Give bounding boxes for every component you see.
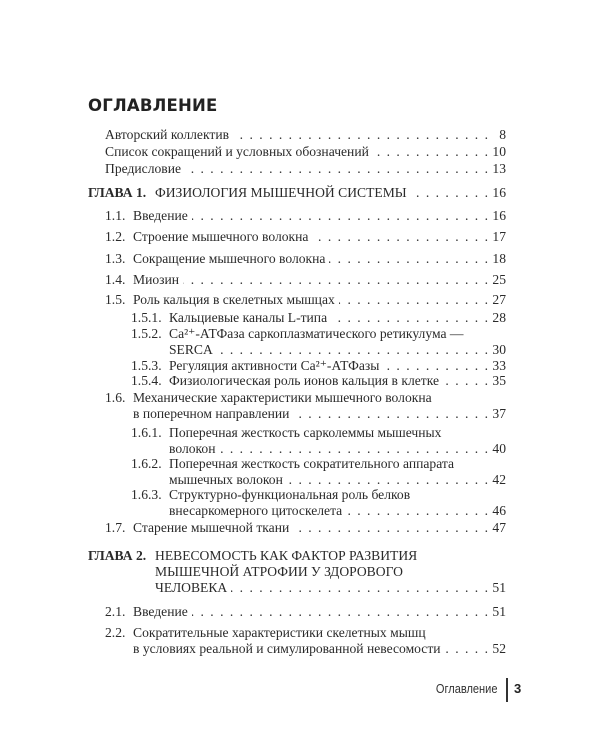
- toc-entry-number: 1.5.2.: [131, 326, 162, 341]
- toc-entry-number: 1.4.: [105, 272, 126, 287]
- toc-entry[interactable]: [131, 358, 506, 374]
- toc-entry-title: мышечных волокон: [169, 472, 283, 487]
- dot-leader: [192, 208, 488, 224]
- toc-entry-page: 51: [492, 580, 506, 595]
- dot-leader: [339, 292, 488, 308]
- toc-entry-page: 28: [492, 310, 506, 325]
- toc-entry-title: Роль кальция в скелетных мышцах: [133, 292, 335, 307]
- toc-entry-number: 1.1.: [105, 208, 126, 223]
- toc-entry-number: 2.2.: [105, 625, 126, 640]
- toc-entry-page: 42: [492, 472, 506, 487]
- toc-entry-page: 37: [492, 406, 506, 421]
- toc-entry-title: МЫШЕЧНОЙ АТРОФИИ У ЗДОРОВОГО: [155, 564, 403, 579]
- dot-leader: [346, 503, 488, 519]
- toc-entry[interactable]: [105, 208, 506, 224]
- dot-leader: [293, 406, 488, 422]
- dot-leader: [373, 144, 488, 160]
- dot-leader: [183, 272, 488, 288]
- toc-entry[interactable]: [105, 292, 506, 308]
- toc-entry-number: 1.6.2.: [131, 456, 162, 471]
- dot-leader: [445, 641, 488, 657]
- toc-entry-page: 16: [492, 185, 506, 200]
- toc-entry-number: 1.6.1.: [131, 425, 162, 440]
- toc-entry-page: 17: [492, 229, 506, 244]
- toc-entry[interactable]: [131, 425, 506, 457]
- toc-entry-title: Миозин: [133, 272, 180, 287]
- toc-entry-title: Строение мышечного волокна: [133, 229, 309, 244]
- toc-entry[interactable]: [105, 625, 506, 657]
- toc-entry-number: 1.5.1.: [131, 310, 162, 325]
- toc-entry-page: 35: [492, 373, 506, 388]
- toc-entry-page: 8: [499, 127, 506, 142]
- toc-entry-page: 40: [492, 441, 506, 456]
- toc-entry-title: Поперечная жесткость сократительного аппарата: [169, 456, 455, 471]
- toc-entry-title: Предисловие: [105, 161, 182, 176]
- toc-entry-page: 18: [492, 251, 506, 266]
- dot-leader: [287, 472, 488, 488]
- toc-entry[interactable]: [105, 251, 506, 267]
- toc-entry[interactable]: [105, 390, 506, 422]
- toc-entry-title: НЕВЕСОМОСТЬ КАК ФАКТОР РАЗВИТИЯ: [155, 548, 418, 563]
- toc-entry-number: 1.5.3.: [131, 358, 162, 373]
- toc-entry[interactable]: [131, 456, 506, 488]
- dot-leader: [383, 358, 488, 374]
- toc-entry-page: 13: [492, 161, 506, 176]
- dot-leader: [312, 229, 488, 245]
- page-number: 3: [514, 681, 522, 696]
- toc-entry-page: 10: [492, 144, 506, 159]
- toc-entry-title: Авторский коллектив: [105, 127, 230, 142]
- toc-entry-title: Введение: [133, 604, 188, 619]
- toc-entry-number: 1.3.: [105, 251, 126, 266]
- dot-leader: [185, 161, 488, 177]
- toc-entry-title: Регуляция активности Ca²⁺-АТФазы: [169, 358, 380, 373]
- dot-leader: [192, 604, 488, 620]
- footer-divider: [506, 678, 508, 702]
- toc-entry-title: Механические характеристики мышечного волокна: [133, 390, 432, 405]
- toc-entry[interactable]: [105, 127, 506, 143]
- toc-entry-title: Структурно-функциональная роль белков: [169, 487, 411, 502]
- toc-entry[interactable]: [88, 548, 506, 596]
- toc-entry-title: в поперечном направлении: [133, 406, 290, 421]
- toc-entry-page: 30: [492, 342, 506, 357]
- dot-leader: [331, 310, 488, 326]
- toc-entry[interactable]: [105, 229, 506, 245]
- toc-entry[interactable]: [131, 326, 506, 358]
- toc-entry-title: Старение мышечной ткани: [133, 520, 290, 535]
- dot-leader: [220, 441, 488, 457]
- toc-entry-number: ГЛАВА 2.: [88, 548, 147, 563]
- toc-entry-title: Сократительные характеристики скелетных мышц: [133, 625, 426, 640]
- toc-entry-page: 47: [492, 520, 506, 535]
- page-footer: [0, 678, 600, 702]
- toc-entry-number: 1.2.: [105, 229, 126, 244]
- toc-entry-title: Ca²⁺-АТФаза саркоплазматического ретикулума —: [169, 326, 464, 341]
- dot-leader: [329, 251, 488, 267]
- toc-entry[interactable]: [105, 520, 506, 536]
- dot-leader: [233, 127, 488, 143]
- toc-entry[interactable]: [131, 487, 506, 519]
- toc-entry[interactable]: [105, 161, 506, 177]
- toc-entry-title: Кальциевые каналы L-типа: [169, 310, 328, 325]
- toc-entry[interactable]: [88, 185, 506, 201]
- toc-entry-page: 46: [492, 503, 506, 518]
- toc-entry-page: 27: [492, 292, 506, 307]
- dot-leader: [231, 580, 488, 596]
- toc-entry-number: 1.7.: [105, 520, 126, 535]
- toc-entry-page: 25: [492, 272, 506, 287]
- toc-entry-title: в условиях реальной и симулированной невесомости: [133, 641, 441, 656]
- toc-entry-title: ЧЕЛОВЕКА: [155, 580, 228, 595]
- toc-entry-number: 1.6.: [105, 390, 126, 405]
- toc-entry-title: Физиологическая роль ионов кальция в клетке: [169, 373, 440, 388]
- toc-entry-title: SERCA: [169, 342, 213, 357]
- toc-entry[interactable]: [105, 604, 506, 620]
- toc-entry-number: 2.1.: [105, 604, 126, 619]
- toc-entry-number: 1.6.3.: [131, 487, 162, 502]
- toc-entry-number: ГЛАВА 1.: [88, 185, 147, 200]
- toc-entry-title: ФИЗИОЛОГИЯ МЫШЕЧНОЙ СИСТЕМЫ: [155, 185, 407, 200]
- toc-entry-title: Введение: [133, 208, 188, 223]
- toc-entry[interactable]: [105, 144, 506, 160]
- toc-entry-page: 51: [492, 604, 506, 619]
- toc-entry-title: Поперечная жесткость сарколеммы мышечных: [169, 425, 442, 440]
- dot-leader: [411, 185, 488, 201]
- toc-entry-number: 1.5.4.: [131, 373, 162, 388]
- dot-leader: [443, 373, 488, 389]
- toc-entry-title: волокон: [169, 441, 216, 456]
- toc-entry-page: 52: [492, 641, 506, 656]
- toc-entry[interactable]: [131, 373, 506, 389]
- dot-leader: [293, 520, 488, 536]
- toc-entry[interactable]: [105, 272, 506, 288]
- toc-title: ОГЛАВЛЕНИЕ: [88, 96, 218, 115]
- running-footer-label: Оглавление: [435, 681, 497, 696]
- toc-entry[interactable]: [131, 310, 506, 326]
- toc-entry-title: внесаркомерного цитоскелета: [169, 503, 343, 518]
- dot-leader: [217, 342, 488, 358]
- toc-entry-number: 1.5.: [105, 292, 126, 307]
- toc-entry-page: 33: [492, 358, 506, 373]
- toc-entry-title: Сокращение мышечного волокна: [133, 251, 326, 266]
- toc-entry-page: 16: [492, 208, 506, 223]
- toc-entry-title: Список сокращений и условных обозначений: [105, 144, 369, 159]
